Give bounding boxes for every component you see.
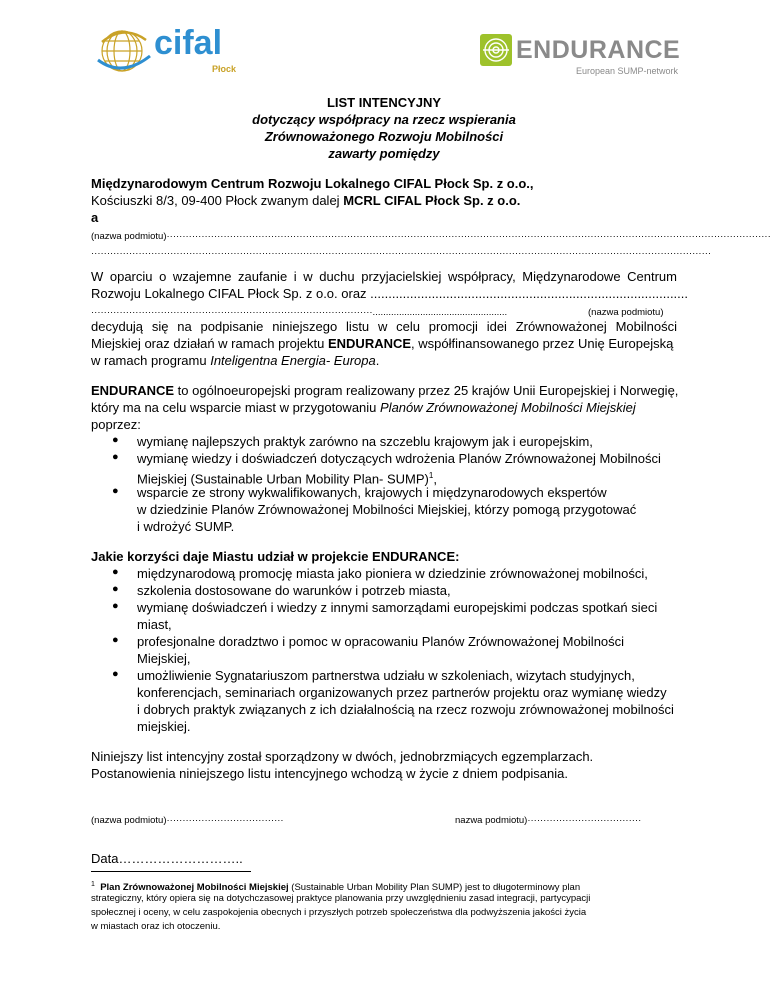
signature-left: (nazwa podmiotu)····································· <box>91 815 284 826</box>
intro-line-6: w ramach programu Inteligentna Energia- Europa. <box>91 353 380 368</box>
list-item-continuation: i wdrożyć SUMP. <box>137 519 235 534</box>
cifal-logo <box>92 26 262 78</box>
party-fill-line-2: ···································································································································································································· <box>91 248 712 259</box>
list-item-continuation: w dziedzinie Planów Zrównoważonej Mobilności Miejskiej, którzy pomogą przygotować <box>137 502 637 517</box>
list-item-continuation: miast, <box>137 617 172 632</box>
intro-line-1: W oparciu o wzajemne zaufanie i w duchu przyjacielskiej współpracy, Międzynarodowe Centrum <box>91 269 677 284</box>
program-line-3: poprzez: <box>91 417 141 432</box>
benefits-heading: Jakie korzyści daje Miastu udział w projekcie ENDURANCE: <box>91 549 460 564</box>
list-item: profesjonalne doradztwo i pomoc w opracowaniu Planów Zrównoważonej Mobilności <box>137 634 625 649</box>
list-item-continuation: i dobrych praktyk związanych z ich działalnością na rzecz rozwoju zrównoważonej mobilności <box>137 702 674 717</box>
list-item: wymianę najlepszych praktyk zarówno na szczeblu krajowym jak i europejskim, <box>137 434 593 449</box>
closing-line-2: Postanowienia niniejszego listu intencyjnego wchodzą w życie z dniem podpisania. <box>91 766 568 781</box>
list-item: wsparcie ze strony wykwalifikowanych, krajowych i międzynarodowych ekspertów <box>137 485 607 500</box>
list-item-continuation: Miejskiej, <box>137 651 191 666</box>
bullet-icon: ● <box>112 485 119 497</box>
endurance-logo <box>480 34 680 80</box>
intro-line-4: decydują się na podpisanie niniejszego listu w celu promocji idei Zrównoważonej Mobilności <box>91 319 677 334</box>
intro-fill-dots: ·························································································................................................... <box>91 307 508 318</box>
list-item: szkolenia dostosowane do warunków i potrzeb miasta, <box>137 583 451 598</box>
closing-line-1: Niniejszy list intencyjny został sporządzony w dwóch, jednobrzmiących egzemplarzach. <box>91 749 594 764</box>
bullet-icon: ● <box>112 634 119 646</box>
title-line-4: zawarty pomiędzy <box>328 146 440 161</box>
intro-line-5: Miejskiej oraz działań w ramach projektu ENDURANCE, współfinansowanego przez Unię Europejską <box>91 336 674 351</box>
document-title: LIST INTENCYJNY <box>326 95 442 110</box>
title-line-3: Zrównoważonego Rozwoju Mobilności <box>264 129 504 144</box>
program-line-2: który ma na celu wsparcie miast w przygotowaniu Planów Zrównoważonej Mobilności Miejskiej <box>91 400 636 415</box>
party-line-3: a <box>91 210 99 225</box>
list-item-continuation: konferencjach, seminariach organizowanych przez partnerów projektu oraz wymianę wiedzy <box>137 685 667 700</box>
endurance-swirl-icon <box>480 34 512 66</box>
list-item: wymianę doświadczeń i wiedzy z innymi samorządami europejskimi podczas spotkań sieci <box>137 600 658 615</box>
bullet-icon: ● <box>112 668 119 680</box>
intro-fill-label: (nazwa podmiotu) <box>588 307 664 318</box>
endurance-logo-subtext: European SUMP-network <box>576 66 679 76</box>
footnote-line-4: w miastach oraz ich otoczeniu. <box>91 921 221 932</box>
program-line-1: ENDURANCE to ogólnoeuropejski program realizowany przez 25 krajów Unii Europejskiej i Norwegię, <box>91 383 679 398</box>
list-item-continuation: miejskiej. <box>137 719 191 734</box>
bullet-icon: ● <box>112 583 119 595</box>
footnote-line-3: społecznej i oceny, w celu zaspokojenia obecnych i przyszłych potrzeb społeczeństwa dla podwyższenia jakości życia <box>91 907 587 918</box>
intro-line-2: Rozwoju Lokalnego CIFAL Płock Sp. z o.o. oraz ........................................................................................ <box>91 286 689 301</box>
party-line-2: Kościuszki 8/3, 09-400 Płock zwanym dalej MCRL CIFAL Płock Sp. z o.o. <box>91 193 521 208</box>
endurance-logo-text: ENDURANCE <box>516 36 681 64</box>
date-field: Data……………………….. <box>91 851 243 866</box>
party-line-1: Międzynarodowym Centrum Rozwoju Lokalnego CIFAL Płock Sp. z o.o., <box>91 176 534 191</box>
footnote-ref: 1 <box>428 471 434 480</box>
footnote-divider <box>91 871 251 872</box>
bullet-icon: ● <box>112 566 119 578</box>
list-item: międzynarodową promocję miasta jako pioniera w dziedzinie zrównoważonej mobilności, <box>137 566 648 581</box>
bullet-icon: ● <box>112 451 119 463</box>
title-line-2: dotyczący współpracy na rzecz wspierania <box>252 112 516 127</box>
list-item: wymianę wiedzy i doświadczeń dotyczących wdrożenia Planów Zrównoważonej Mobilności <box>137 451 661 466</box>
signature-right: nazwa podmiotu)···································· <box>455 815 642 826</box>
footnote-line-1: $^1$ Plan Zrównoważonej Mobilności Miejskiej (Sustainable Urban Mobility Plan SUMP) jest to długoterminowy plan <box>91 881 581 894</box>
cifal-logo-subtext: Płock <box>212 64 237 74</box>
bullet-icon: ● <box>112 434 119 446</box>
party-fill-line-1: (nazwa podmiotu)······························································································································································································· <box>91 231 771 242</box>
cifal-logo-text: cifal <box>154 24 223 62</box>
list-item: umożliwienie Sygnatariuszom partnerstwa udziału w szkoleniach, wizytach studyjnych, <box>137 668 635 683</box>
list-item-continuation: Miejskiej (Sustainable Urban Mobility Plan- SUMP)$^1$, <box>137 471 437 487</box>
footnote-line-2: strategiczny, który opiera się na dotychczasowej praktyce planowania przy uwzględnieniu zasad integracji, partycypacji <box>91 893 591 904</box>
bullet-icon: ● <box>112 600 119 612</box>
